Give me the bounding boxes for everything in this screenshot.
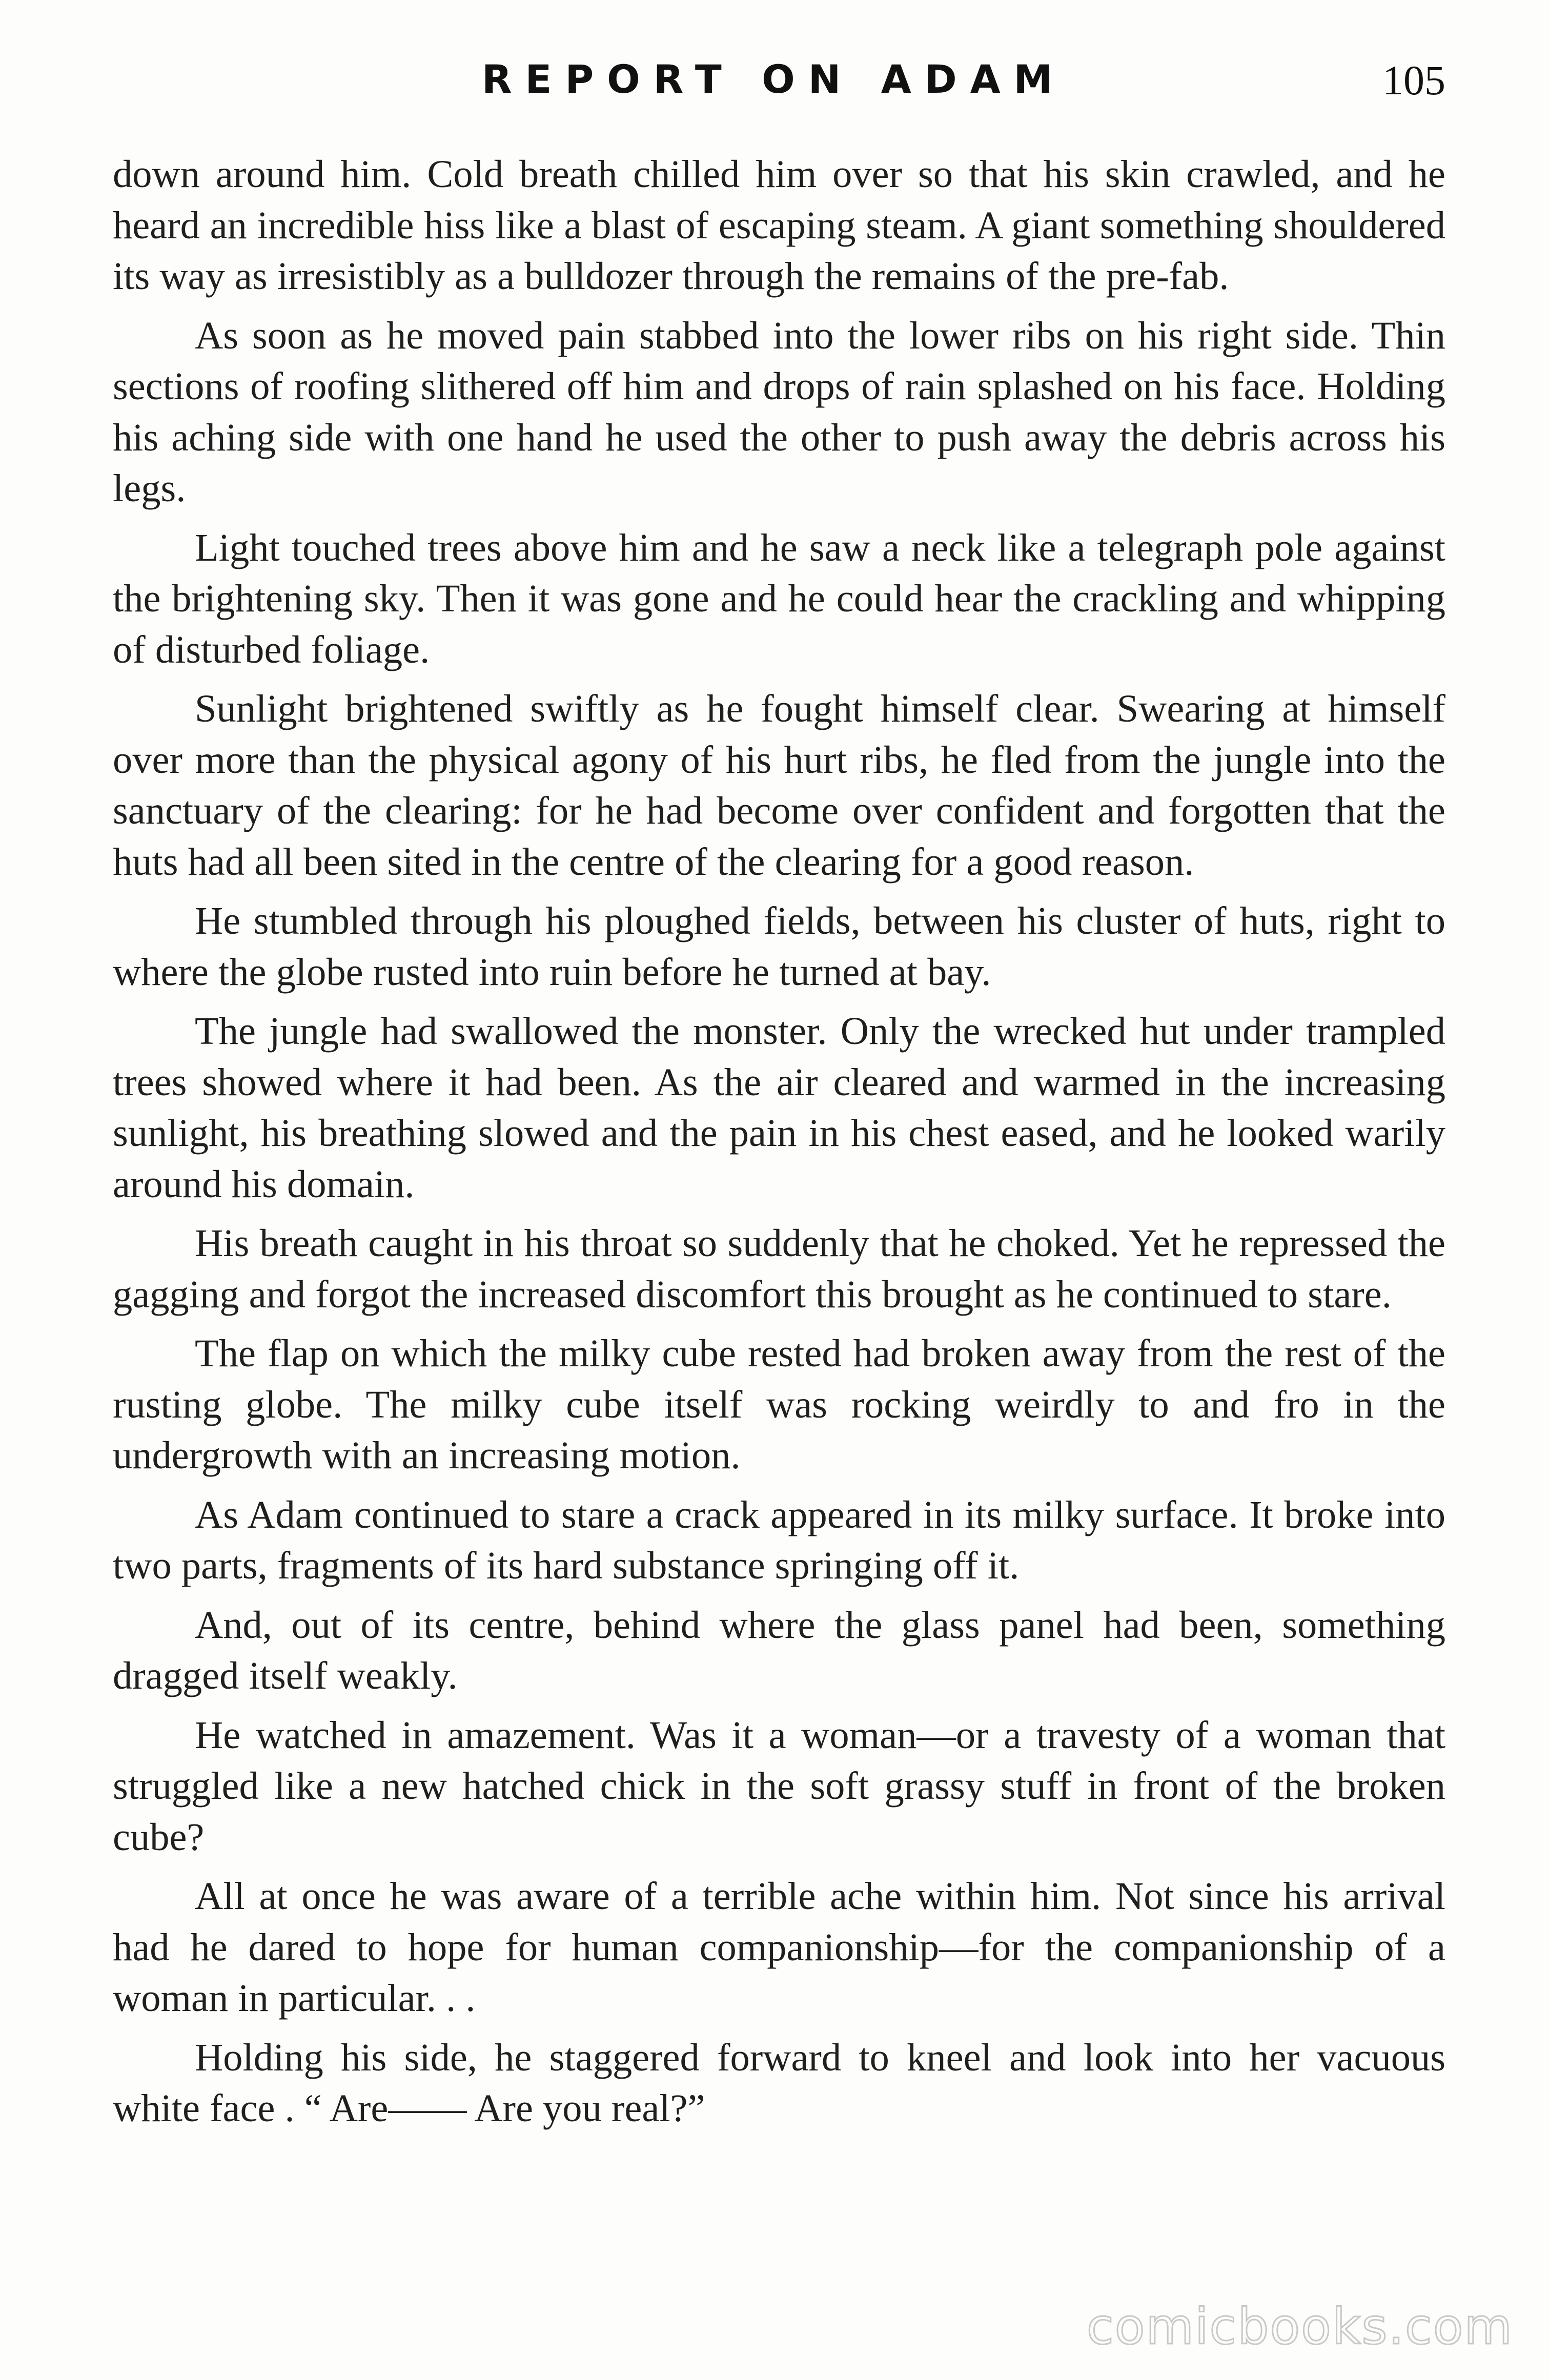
paragraph-2: As soon as he moved pain stabbed into the lower ribs on his right side. Thin sections of roofing slithered off him and drops of rain splashed on his face. Holding his aching side with one hand he used the other to push away the debris across his legs. [113, 313, 1445, 510]
paragraph-5: He stumbled through his ploughed fields, between his cluster of huts, right to where the globe rusted into ruin before he turned at bay. [113, 899, 1445, 994]
paragraph-11: He watched in amazement. Was it a woman—or a travesty of a woman that struggled like a new hatched chick in the soft grassy stuff in front of the broken cube? [113, 1713, 1445, 1859]
running-title: REPORT ON ADAM [482, 56, 1066, 102]
paragraph-3: Light touched trees above him and he saw a neck like a telegraph pole against the brightening sky. Then it was gone and he could hear the crackling and whipping of disturbed foliage. [113, 525, 1445, 671]
paragraph-12: All at once he was aware of a terrible ache within him. Not since his arrival had he dared to hope for human companionship—for the companionship of a woman in particular. . . [113, 1874, 1445, 2020]
paragraph-1: down around him. Cold breath chilled him over so that his skin crawled, and he heard an incredible hiss like a blast of escaping steam. A giant something shouldered its way as irresistibly as a bulldozer through the remains of the pre-fab. [113, 152, 1445, 298]
running-header [113, 56, 1445, 113]
body-text [113, 149, 1445, 2142]
paragraph-10: And, out of its centre, behind where the glass panel had been, something dragged itself weakly. [113, 1603, 1445, 1697]
paragraph-13: Holding his side, he staggered forward to kneel and look into her vacuous white face . “ Are—— Are you real?” [113, 2035, 1445, 2130]
paragraph-8: The flap on which the milky cube rested had broken away from the rest of the rusting globe. The milky cube itself was rocking weirdly to and fro in the undergrowth with an increasing motion. [113, 1331, 1445, 1477]
paragraph-6: The jungle had swallowed the monster. Only the wrecked hut under trampled trees showed where it had been. As the air cleared and warmed in the increasing sunlight, his breathing slowed and the pain in his chest eased, and he looked warily around his domain. [113, 1009, 1445, 1206]
paragraph-4: Sunlight brightened swiftly as he fought himself clear. Swearing at himself over more than the physical agony of his hurt ribs, he fled from the jungle into the sanctuary of the clearing: for he had become over confident and forgotten that the huts had all been sited in the centre of the clearing for a good reason. [113, 687, 1445, 884]
watermark-logo: comicbooks.com [1086, 2298, 1513, 2355]
paragraph-7: His breath caught in his throat so suddenly that he choked. Yet he repressed the gagging and forgot the increased discomfort this brought as he continued to stare. [113, 1221, 1445, 1316]
paragraph-9: As Adam continued to stare a crack appeared in its milky surface. It broke into two parts, fragments of its hard substance springing off it. [113, 1492, 1445, 1587]
page-number: 105 [1382, 57, 1445, 104]
